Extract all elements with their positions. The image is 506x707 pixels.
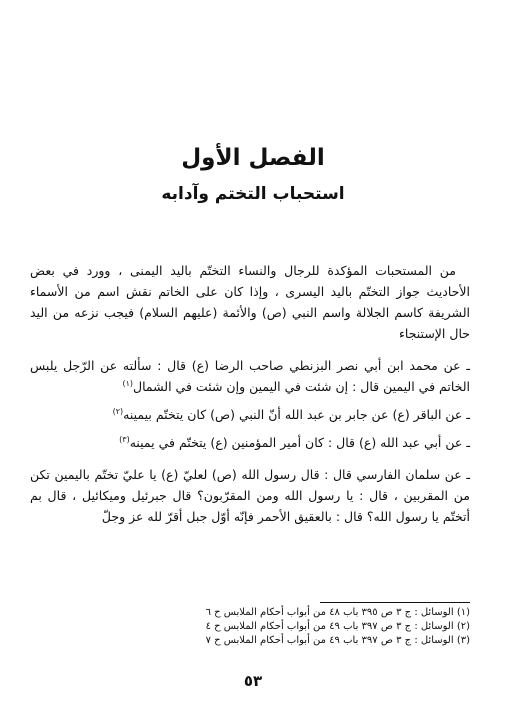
- footnotes: [170, 606, 470, 648]
- footnote-ref: (٢): [112, 406, 124, 416]
- chapter-title: الفصل الأول: [181, 145, 325, 171]
- chapter-subtitle: استحباب التختم وآدابه: [161, 184, 345, 204]
- footnote-ref: (١): [122, 378, 134, 388]
- hadith-text: ـ عن سلمان الفارسي قال : قال رسول الله (ص) لعليّ (ع) يا عليّ تختّم باليمين تكن من المقربين ، قال : يا رسول الله ومن المقرّبون؟ قال جبرئيل وميكائيل ، قال بم أتختّم يا رسول الله؟ قال : بالعقيق الأحمر فإنّه أوّل جبل أقرّ لله عز وجلّ: [30, 467, 470, 524]
- footnote-ref: (٣): [119, 434, 130, 444]
- hadith-text: ـ عن الباقر (ع) عن جابر بن عبد الله أنّ النبي (ص) كان يتختّم بيمينه: [123, 407, 470, 422]
- footnote-item: (١) الوسائل : ج ٣ ص ٣٩٥ باب ٤٨ من أبواب أحكام الملابس ح ٦: [205, 607, 470, 618]
- footnote-divider: [320, 602, 470, 603]
- hadith-paragraph: [30, 432, 470, 453]
- footnote-item: (٣) الوسائل : ج ٣ ص ٣٩٧ باب ٤٩ من أبواب أحكام الملابس ح ٧: [205, 635, 470, 646]
- hadith-text: ـ عن محمد ابن أبي نصر البزنطي صاحب الرضا (ع) قال : سألته عن الرّجل يلبس الخاتم في اليمين قال : إن شئت في اليمين وإن شئت في الشمال: [30, 358, 470, 394]
- hadith-paragraph: [30, 404, 470, 425]
- page-number: ٥٣: [243, 672, 263, 690]
- footnote-item: (٢) الوسائل : ج ٣ ص ٣٩٧ باب ٤٩ من أبواب أحكام الملابس ح ٤: [205, 621, 470, 632]
- hadith-text: ـ عن أبي عبد الله (ع) قال : كان أمير المؤمنين (ع) يتختّم في يمينه: [129, 435, 470, 450]
- intro-paragraph: من المستحبات المؤكدة للرجال والنساء التختّم باليد اليمنى ، وورد في بعض الأحاديث جواز التختّم باليد اليسرى ، وإذا كان على الخاتم نقش اسم من الأسماء الشريفة كاسم الجلالة واسم النبي (ص) والأئمة (عليهم السلام) فيجب نزعه من اليد حال الإستنجاء: [30, 263, 470, 341]
- hadith-paragraph: [30, 464, 470, 527]
- hadith-paragraph: [30, 355, 470, 397]
- body-text: [30, 260, 470, 527]
